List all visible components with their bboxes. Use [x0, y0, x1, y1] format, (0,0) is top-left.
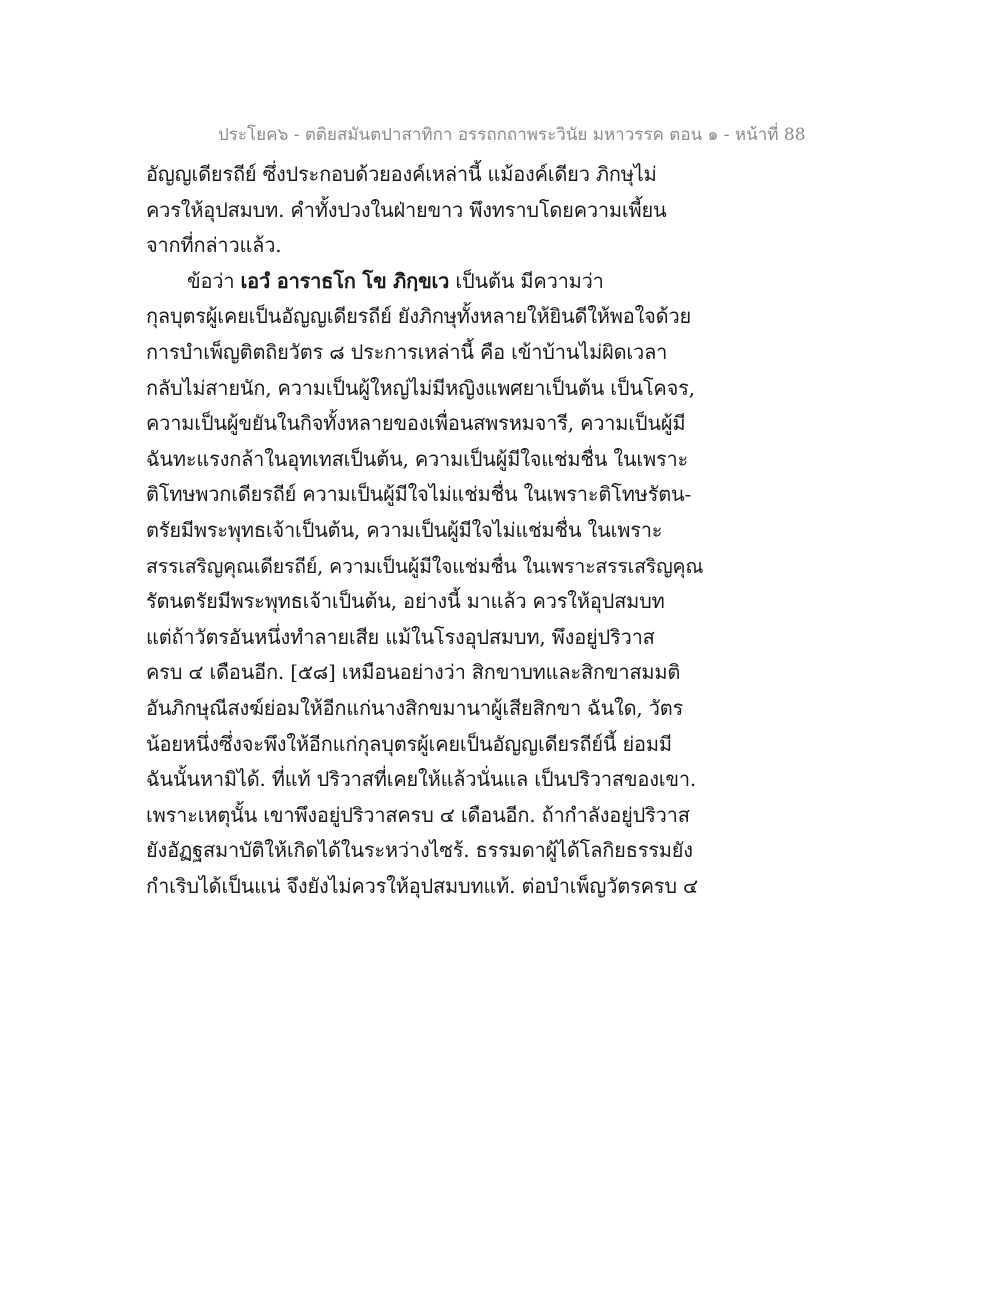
text-line: ความเป็นผู้ขยันในกิจทั้งหลายของเพื่อนสพรหมจารี, ความเป็นผู้มี: [146, 411, 686, 436]
text-line: กุลบุตรผู้เคยเป็นอัญญเดียรถีย์ ยังภิกษุทั้งหลายให้ยินดีให้พอใจด้วย: [146, 304, 692, 329]
pali-phrase: เอวํ อาราธโก โข ภิกฺขเว: [240, 268, 450, 293]
text-line: กำเริบได้เป็นแน่ จึงยังไม่ควรให้อุปสมบทแท้. ต่อบำเพ็ญวัตรครบ ๔: [146, 873, 698, 898]
text-line: กลับไม่สายนัก, ความเป็นผู้ใหญ่ไม่มีหญิงแพศยาเป็นต้น เป็นโคจร,: [146, 375, 695, 400]
text-line: อันภิกษุณีสงฆ์ย่อมให้อีกแก่นางสิกขมานาผู้เสียสิกขา ฉันใด, วัตร: [146, 695, 684, 720]
paragraph-lead: ข้อว่า: [187, 268, 235, 293]
text-line: ฉันทะแรงกล้าในอุทเทสเป็นต้น, ความเป็นผู้มีใจแช่มชื่น ในเพราะ: [146, 446, 689, 471]
text-line: เพราะเหตุนั้น เขาพึงอยู่ปริวาสครบ ๔ เดือนอีก. ถ้ากำลังอยู่ปริวาส: [146, 802, 690, 827]
text-line: ตรัยมีพระพุทธเจ้าเป็นต้น, ความเป็นผู้มีใจไม่แช่มชื่น ในเพราะ: [146, 517, 663, 542]
text-line: ยังอัฏฐสมาบัติให้เกิดได้ในระหว่างไซร้. ธรรมดาผู้ได้โลกิยธรรมยัง: [146, 838, 693, 863]
text-line: การบำเพ็ญติตถิยวัตร ๘ ประการเหล่านี้ คือ เข้าบ้านไม่ผิดเวลา: [146, 339, 668, 364]
text-line: แต่ถ้าวัตรอันหนึ่งทำลายเสีย แม้ในโรงอุปสมบท, พึงอยู่ปริวาส: [146, 624, 655, 649]
text-line: จากที่กล่าวแล้ว.: [146, 233, 282, 258]
body-text: [146, 157, 706, 904]
text-line: สรรเสริญคุณเดียรถีย์, ความเป็นผู้มีใจแช่มชื่น ในเพราะสรรเสริญคุณ: [146, 554, 704, 578]
text-line: ครบ ๔ เดือนอีก. [๕๘] เหมือนอย่างว่า สิกขาบทและสิกขาสมมติ: [146, 660, 681, 685]
paragraph-opening-line: [146, 264, 706, 300]
text-line: ฉันนั้นหามิได้. ที่แท้ ปริวาสที่เคยให้แล้วนั่นแล เป็นปริวาสของเขา.: [146, 767, 697, 792]
running-header: ประโยค๖ - ตติยสมันตปาสาทิกา อรรถกถาพระวินัย มหาวรรค ตอน ๑ - หน้าที่ 88: [218, 125, 806, 145]
text-line: ควรให้อุปสมบท. คำทั้งปวงในฝ่ายขาว พึงทราบโดยความเพี้ยน: [146, 197, 667, 222]
paragraph-lead-rest: เป็นต้น มีความว่า: [455, 268, 604, 293]
text-line: อัญญเดียรถีย์ ซึ่งประกอบด้วยองค์เหล่านี้ แม้องค์เดียว ภิกษุไม่: [146, 162, 657, 186]
text-line: น้อยหนึ่งซึ่งจะพึงให้อีกแก่กุลบุตรผู้เคยเป็นอัญญเดียรถีย์นี้ ย่อมมี: [146, 731, 672, 756]
text-line: ติโทษพวกเดียรถีย์ ความเป็นผู้มีใจไม่แช่มชื่น ในเพราะติโทษรัตน-: [146, 482, 692, 507]
text-line: รัตนตรัยมีพระพุทธเจ้าเป็นต้น, อย่างนี้ มาแล้ว ควรให้อุปสมบท: [146, 589, 665, 614]
